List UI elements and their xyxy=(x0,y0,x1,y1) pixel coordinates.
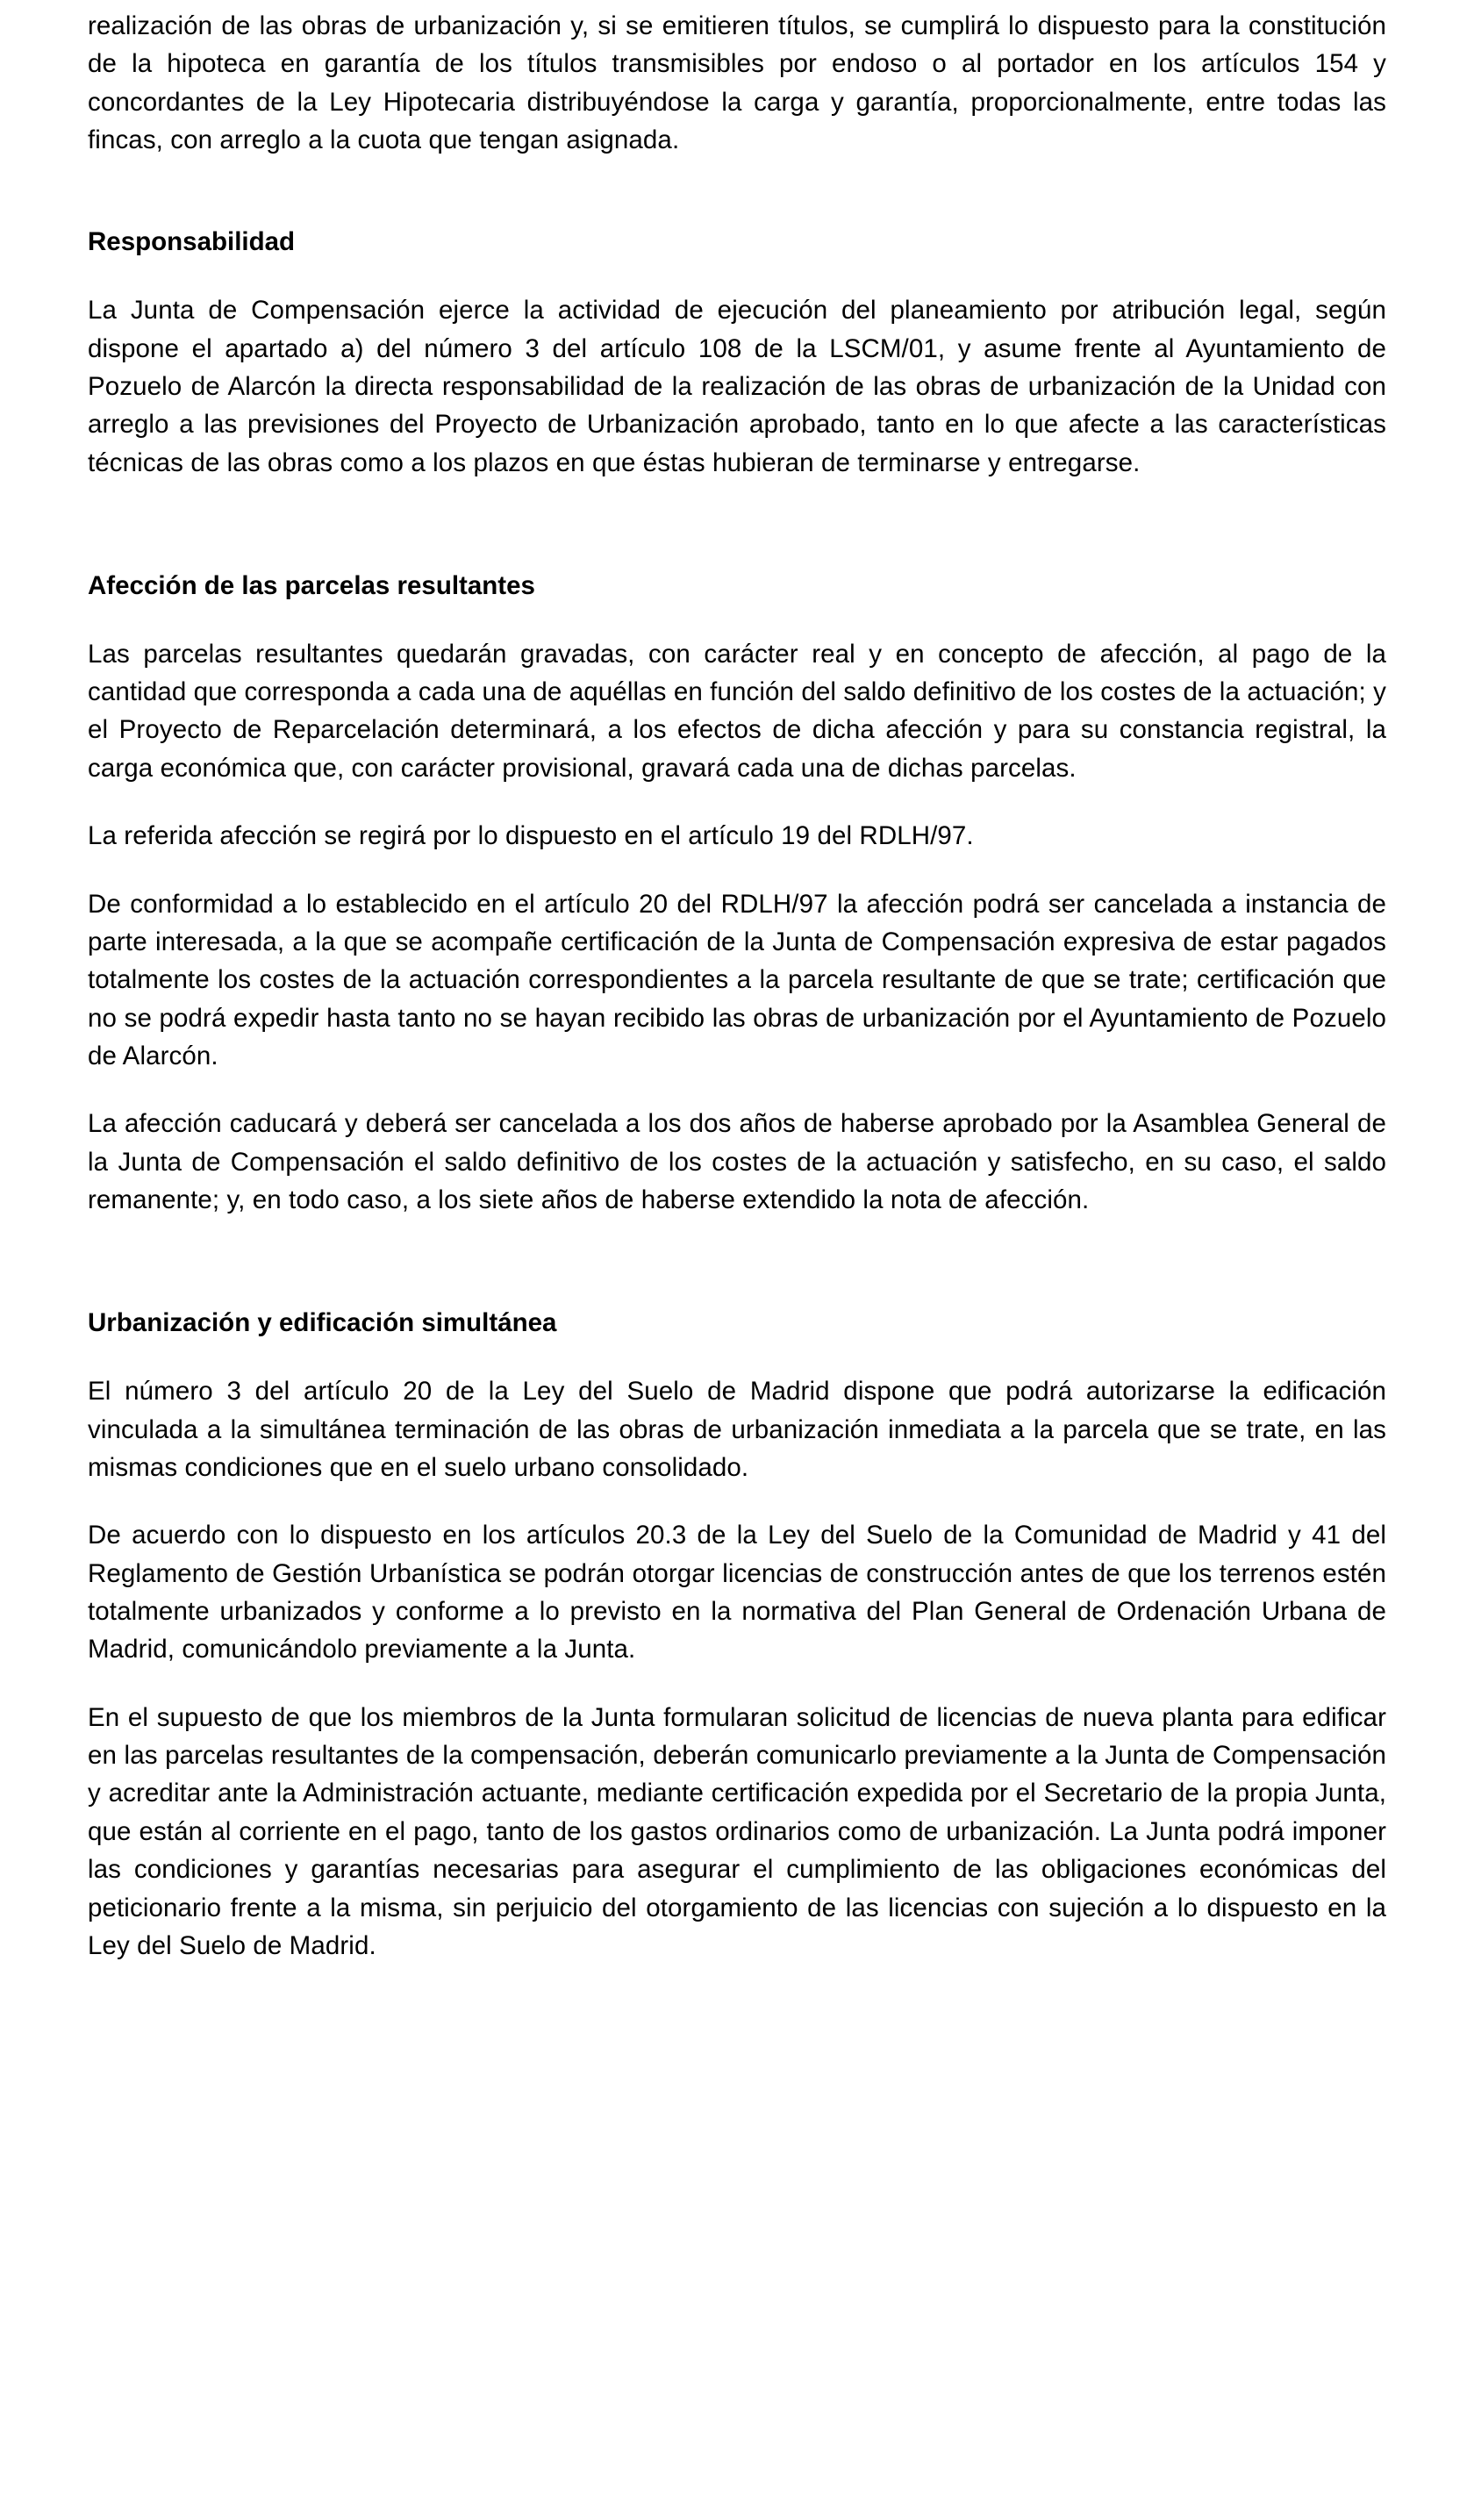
section-heading-urbanizacion: Urbanización y edificación simultánea xyxy=(88,1308,557,1338)
paragraph-afeccion-gravamen: Las parcelas resultantes quedarán gravadas, con carácter real y en concepto de afección, al pago de la cantidad que corresponda a cada una de aquéllas en función del saldo definitivo de los costes de la actuación; y el Proyecto de Reparcelación determinará, a los efectos de dicha afección y para su constancia registral, la carga económica que, con carácter provisional, gravará cada una de dichas parcelas. xyxy=(88,639,1386,783)
paragraph-responsabilidad: La Junta de Compensación ejerce la actividad de ejecución del planeamiento por atribución legal, según dispone el apartado a) del número 3 del artículo 108 de la LSCM/01, y asume frente al Ayuntamiento de Pozuelo de Alarcón la directa responsabilidad de la realización de las obras de urbanización de la Unidad con arreglo a las previsiones del Proyecto de Urbanización aprobado, tanto en lo que afecte a las características técnicas de las obras como a los plazos en que éstas hubieran de terminarse y entregarse. xyxy=(88,296,1386,477)
section-heading-afeccion: Afección de las parcelas resultantes xyxy=(88,571,535,600)
section-heading-responsabilidad: Responsabilidad xyxy=(88,227,296,257)
paragraph-urbanizacion-licencias: De acuerdo con lo dispuesto en los artículos 20.3 de la Ley del Suelo de la Comunidad de Madrid y 41 del Reglamento de Gestión Urbanística se podrán otorgar licencias de construcción antes de que los terrenos estén totalmente urbanizados y conforme a lo previsto en la normativa del Plan General de Ordenación Urbana de Madrid, comunicándolo previamente a la Junta. xyxy=(88,1521,1386,1664)
section-spacer xyxy=(88,189,1386,224)
paragraph-continuation: realización de las obras de urbanización y, si se emitieren títulos, se cumplirá lo dispuesto para la constitución de la hipoteca en garantía de los títulos transmisibles por endoso o al portador en los artículos 154 y concordantes de la Ley Hipotecaria distribuyéndose la carga y garantía, proporcionalmente, entre todas las fincas, con arreglo a la cuota que tengan asignada. xyxy=(88,11,1386,155)
paragraph-afeccion-articulo19: La referida afección se regirá por lo dispuesto en el artículo 19 del RDLH/97. xyxy=(88,821,974,851)
section-spacer xyxy=(88,512,1386,568)
paragraph-urbanizacion-supuesto: En el supuesto de que los miembros de la Junta formularan solicitud de licencias de nueva planta para edificar en las parcelas resultantes de la compensación, deberán comunicarlo previamente a la Junta de Compensación y acreditar ante la Administración actuante, mediante certificación expedida por el Secretario de la propia Junta, que están al corriente en el pago, tanto de los gastos ordinarios como de urbanización. La Junta podrá imponer las condiciones y garantías necesarias para asegurar el cumplimiento de las obligaciones económicas del peticionario frente a la misma, sin perjuicio del otorgamiento de las licencias con sujeción a lo dispuesto en la Ley del Suelo de Madrid. xyxy=(88,1702,1386,1960)
paragraph-urbanizacion-numero3: El número 3 del artículo 20 de la Ley del Suelo de Madrid dispone que podrá autorizarse la edificación vinculada a la simultánea terminación de las obras de urbanización inmediata a la parcela que se trate, en las mismas condiciones que en el suelo urbano consolidado. xyxy=(88,1377,1386,1482)
section-spacer xyxy=(88,1249,1386,1305)
document-body xyxy=(88,7,1386,1965)
paragraph-afeccion-caducidad: La afección caducará y deberá ser cancelada a los dos años de haberse aprobado por la Asamblea General de la Junta de Compensación el saldo definitivo de los costes de la actuación y satisfecho, en su caso, el saldo remanente; y, en todo caso, a los siete años de haberse extendido la nota de afección. xyxy=(88,1109,1386,1215)
paragraph-afeccion-cancelacion: De conformidad a lo establecido en el artículo 20 del RDLH/97 la afección podrá ser cancelada a instancia de parte interesada, a la que se acompañe certificación de la Junta de Compensación expresiva de estar pagados totalmente los costes de la actuación correspondientes a la parcela resultante de que se trate; certificación que no se podrá expedir hasta tanto no se hayan recibido las obras de urbanización por el Ayuntamiento de Pozuelo de Alarcón. xyxy=(88,889,1386,1070)
